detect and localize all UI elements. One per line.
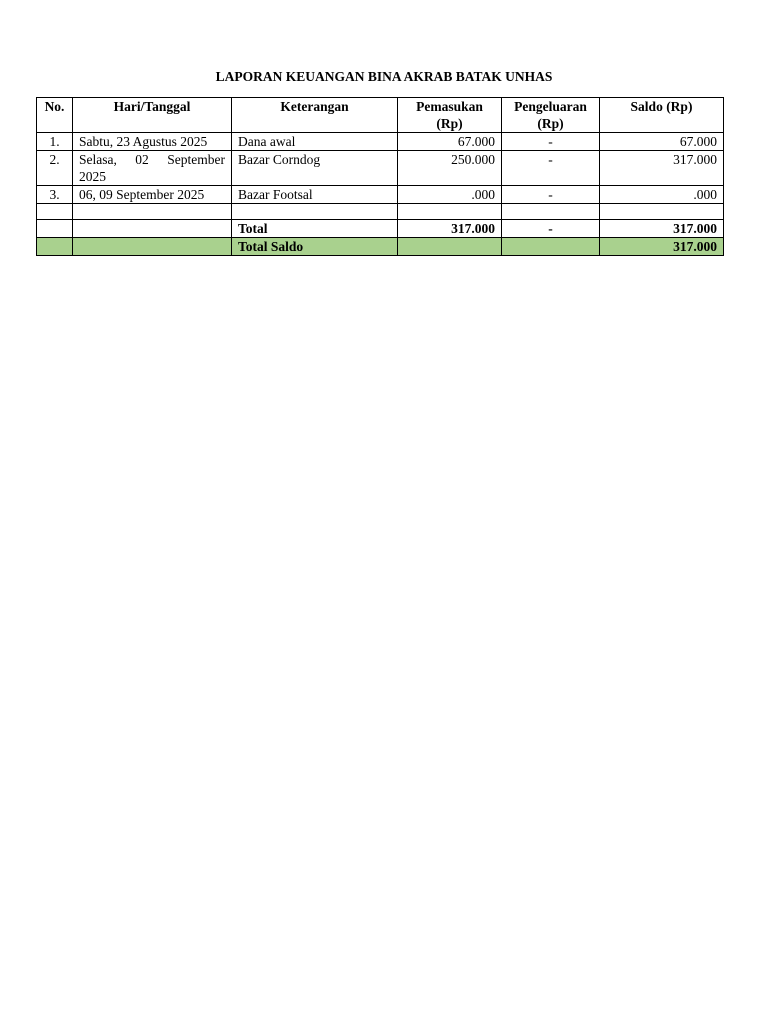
row-description: Bazar Corndog [232,151,398,186]
row-date: Sabtu, 23 Agustus 2025 [73,133,232,151]
header-no: No. [37,98,73,133]
header-date: Hari/Tanggal [73,98,232,133]
row-balance: .000 [600,186,724,204]
report-title: LAPORAN KEUANGAN BINA AKRAB BATAK UNHAS [215,69,553,84]
total-income: 317.000 [398,220,502,238]
row-description: Bazar Footsal [232,186,398,204]
row-income: 67.000 [398,133,502,151]
table-row [37,186,724,204]
empty-cell [37,220,73,238]
total-label: Total [232,220,398,238]
empty-cell [398,238,502,256]
row-balance: 67.000 [600,133,724,151]
total-expense: - [502,220,600,238]
row-income: .000 [398,186,502,204]
row-no: 2. [37,151,73,186]
empty-cell [502,204,600,220]
header-row [37,98,724,133]
empty-cell [37,238,73,256]
empty-cell [73,204,232,220]
empty-row [37,204,724,220]
row-description: Dana awal [232,133,398,151]
row-expense: - [502,186,600,204]
row-date: 06, 09 September 2025 [73,186,232,204]
total-saldo-balance: 317.000 [600,238,724,256]
empty-cell [73,238,232,256]
total-row [37,220,724,238]
row-expense: - [502,133,600,151]
total-balance: 317.000 [600,220,724,238]
empty-cell [232,204,398,220]
empty-cell [73,220,232,238]
finance-table [36,97,724,256]
header-expense: Pengeluaran (Rp) [502,98,600,133]
total-saldo-label: Total Saldo [232,238,398,256]
empty-cell [398,204,502,220]
header-description: Keterangan [232,98,398,133]
header-balance: Saldo (Rp) [600,98,724,133]
row-date: Selasa, 02 September 2025 [73,151,232,186]
table-row [37,151,724,186]
header-income: Pemasukan (Rp) [398,98,502,133]
row-balance: 317.000 [600,151,724,186]
row-no: 3. [37,186,73,204]
table-row [37,133,724,151]
row-expense: - [502,151,600,186]
empty-cell [37,204,73,220]
empty-cell [502,238,600,256]
total-saldo-row [37,238,724,256]
row-income: 250.000 [398,151,502,186]
row-no: 1. [37,133,73,151]
empty-cell [600,204,724,220]
